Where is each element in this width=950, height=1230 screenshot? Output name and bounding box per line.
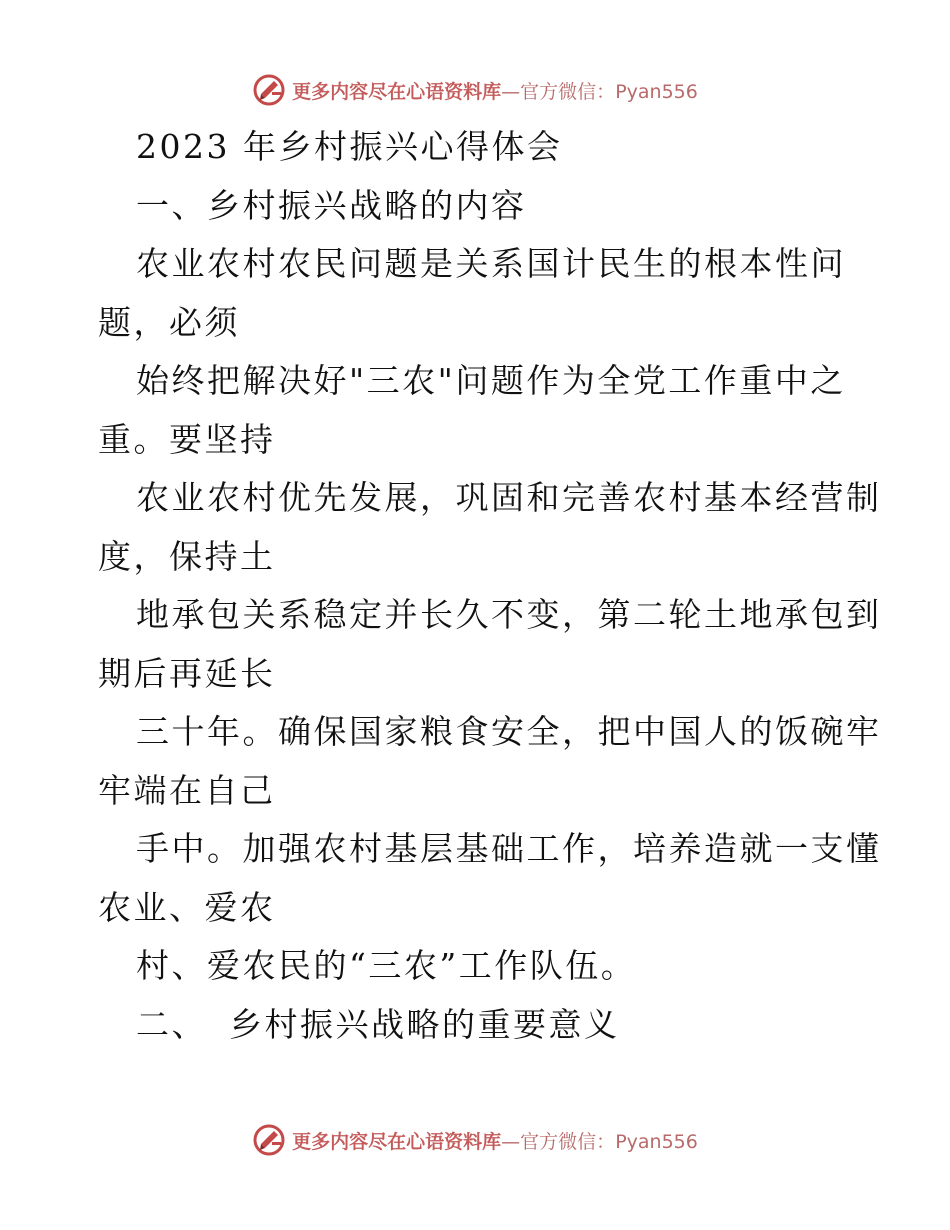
paragraph-line: 牢端在自己 (98, 770, 276, 810)
watermark-main: 更多内容尽在心语资料库 (292, 80, 502, 103)
watermark-wechat-label: 官方微信： (520, 1130, 616, 1153)
paragraph-line: 手中。加强农村基层基础工作，培养造就一支懂 (136, 829, 882, 868)
watermark-dash: — (501, 1130, 521, 1153)
footer-watermark (0, 1120, 950, 1160)
watermark-wechat-id: Pyan556 (615, 1130, 698, 1153)
brand-logo-icon (252, 73, 286, 107)
watermark-wechat-id: Pyan556 (615, 80, 698, 103)
header-watermark (0, 70, 950, 110)
paragraph-line: 度，保持土 (98, 536, 276, 576)
brand-logo-icon (252, 1123, 286, 1157)
watermark-main: 更多内容尽在心语资料库 (292, 1130, 502, 1153)
section2-number: 二、 (136, 1004, 207, 1044)
watermark-text (292, 1127, 698, 1154)
document-title: 2023 年乡村振兴心得体会 (136, 127, 563, 166)
paragraph-line: 题，必须 (98, 302, 240, 342)
paragraph-line: 重。要坚持 (98, 419, 276, 459)
paragraph-line: 始终把解决好"三农"问题作为全党工作重中之 (136, 361, 846, 400)
watermark-dash: — (501, 80, 521, 103)
paragraph-line: 三十年。确保国家粮食安全，把中国人的饭碗牢 (136, 712, 882, 751)
paragraph-line: 农业、爱农 (98, 887, 276, 927)
section1-heading: 一、乡村振兴战略的内容 (136, 185, 527, 225)
paragraph-line: 村、爱农民的“三农”工作队伍。 (136, 946, 637, 985)
paragraph-line: 农业农村优先发展，巩固和完善农村基本经营制 (136, 478, 882, 517)
watermark-text (292, 77, 698, 104)
paragraph-line: 地承包关系稳定并长久不变，第二轮土地承包到 (136, 595, 882, 634)
paragraph-line: 期后再延长 (98, 653, 276, 693)
section2-heading (98, 996, 858, 1055)
paragraph-line: 农业农村农民问题是关系国计民生的根本性问 (136, 244, 846, 283)
section2-title: 乡村振兴战略的重要意义 (229, 1004, 620, 1044)
document-body (98, 118, 882, 1054)
watermark-wechat-label: 官方微信： (520, 80, 616, 103)
